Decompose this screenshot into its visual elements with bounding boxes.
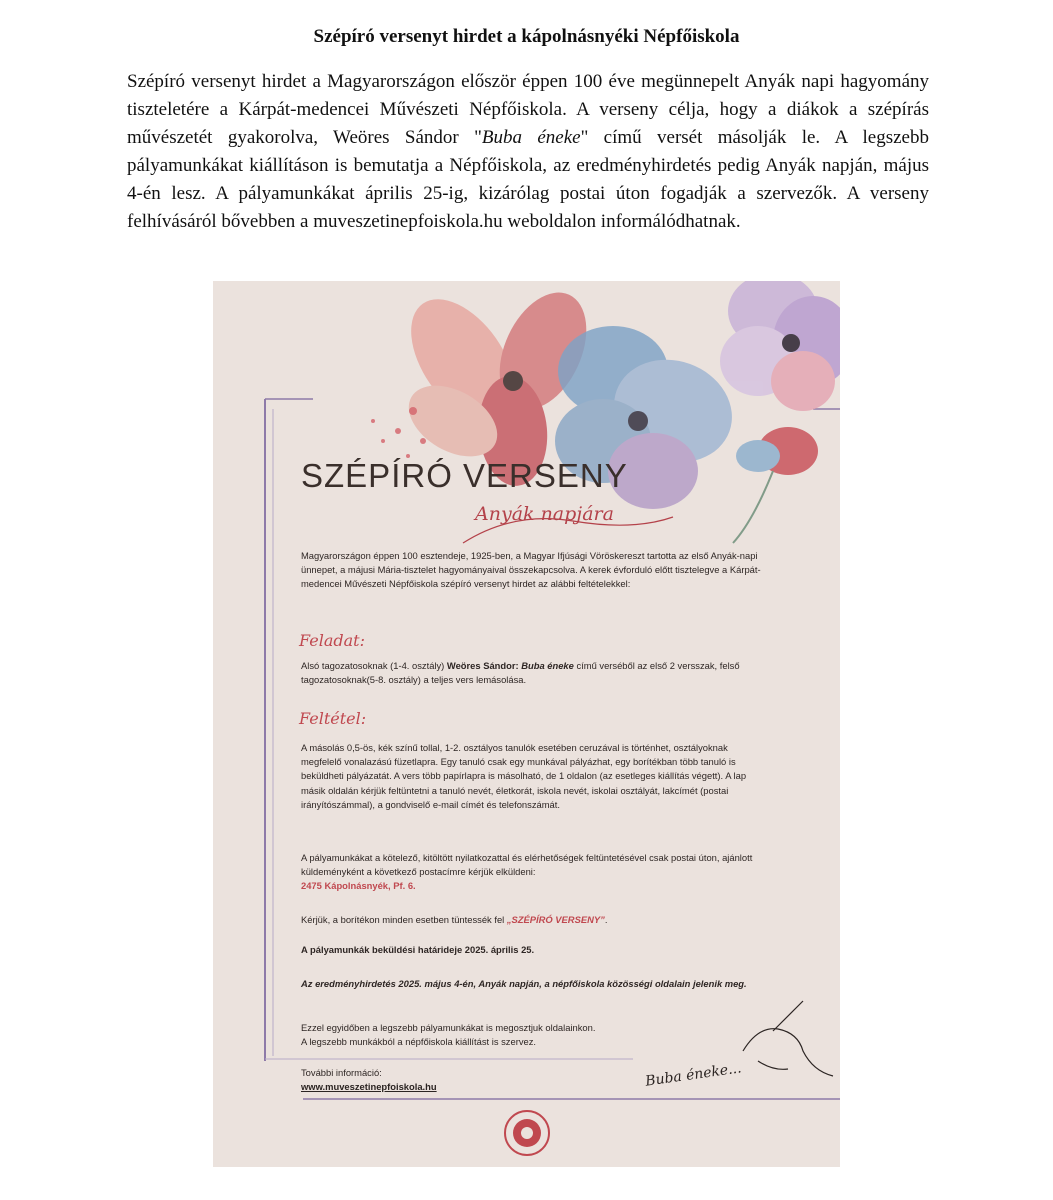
article-text-2: " című versét másolják le. A legszebb pályamunkákat kiállításon is bemutatja a Népfőiskola, az eredményhirdetés pedig Anyák napján, május 4-én lesz. A pályamunkákat április 25-ig, kizárólag postai úton fogadják a szervezők. A verseny felhívásáról bővebben a muveszetinepfoiskola.hu weboldalon informálódhatnak. bbox=[127, 127, 929, 232]
share-text bbox=[301, 1021, 771, 1049]
signature-script: Buba éneke... bbox=[644, 1060, 743, 1090]
task-text bbox=[301, 659, 771, 687]
nepfoiskola-logo-icon bbox=[505, 1111, 549, 1155]
mail-instructions: A pályamunkákat a kötelező, kitöltött nyilatkozattal és elérhetőségek feltüntetésével csak postai úton, ajánlott küldeményként a következő postacímre kérjük elküldeni: bbox=[301, 852, 753, 878]
task-text-d: című verséből az első 2 versszak, felső tagozatosoknak(5-8. osztály) a teljes vers lemásolása. bbox=[301, 660, 740, 686]
article-poem-title: Buba éneke bbox=[481, 127, 581, 148]
task-poem: Buba éneke bbox=[521, 660, 574, 671]
article-title: Szépíró versenyt hirdet a kápolnásnyéki Népfőiskola bbox=[313, 26, 740, 47]
competition-poster bbox=[213, 281, 840, 1167]
deadline-text: A pályamunkák beküldési határideje 2025. április 25. bbox=[301, 944, 535, 955]
poster-subtitle: Anyák napjára bbox=[475, 503, 614, 525]
postal-address: 2475 Kápolnásnyék, Pf. 6. bbox=[301, 880, 416, 892]
poster-intro: Magyarországon éppen 100 esztendeje, 1925-ben, a Magyar Ifjúsági Vöröskereszt tartotta az első Anyák-napi ünnepet, a májusi Mária-tisztelet hagyományaival összekapcsolva. A kerek évforduló előtt tisztelegve a Kárpát-medencei Művészeti Népfőiskola szépíró versenyt hirdet az alábbi feltételekkel: bbox=[301, 550, 761, 590]
more-info-label: További információ: bbox=[301, 1067, 382, 1078]
flower-purple-right-icon bbox=[720, 281, 840, 411]
task-heading: Feladat: bbox=[299, 631, 365, 650]
mail-text bbox=[301, 851, 771, 894]
share-text-1: Ezzel egyidőben a legszebb pályamunkákat is megosztjuk oldalainkon. bbox=[301, 1022, 596, 1033]
task-text-a: Alsó tagozatosoknak (1-4. osztály) bbox=[301, 660, 447, 671]
envelope-text bbox=[301, 913, 771, 927]
envelope-text-a: Kérjük, a borítékon minden esetben tüntessék fel bbox=[301, 914, 507, 925]
article-body bbox=[127, 68, 929, 236]
envelope-label: „SZÉPÍRÓ VERSENY” bbox=[506, 914, 605, 925]
condition-text: A másolás 0,5-ös, kék színű tollal, 1-2. osztályos tanulók esetében ceruzával is történhet, osztályoknak megfelelő vonalazású füzetlapra. Egy tanuló csak egy munkával pályázhat, egy borítékban több tanuló is beküldheti pályázatát. A vers több papírlapra is másolható, de 1 oldalon (az esetleges kiállítás végett). A lap másik oldalán kérjük feltüntetni a tanuló nevét, életkorát, iskola nevét, iskolai osztályát, lakcímét (postai irányítószámmal), a gondviselő e-mail címét és telefonszámát. bbox=[301, 742, 747, 810]
poster-title: SZÉPÍRÓ VERSENY bbox=[301, 457, 628, 494]
results-text: Az eredményhirdetés 2025. május 4-én, Anyák napján, a népfőiskola közösségi oldalain jelenik meg. bbox=[301, 978, 747, 989]
envelope-text-c: . bbox=[604, 914, 608, 925]
website-link[interactable]: www.muveszetinepfoiskola.hu bbox=[301, 1081, 437, 1093]
condition-heading: Feltétel: bbox=[299, 709, 367, 728]
share-text-2: A legszebb munkákból a népfőiskola kiállítást is szervez. bbox=[301, 1036, 537, 1048]
flower-red-bud-icon bbox=[733, 427, 818, 543]
article-text-1: Szépíró versenyt hirdet a Magyarországon először éppen 100 éve megünnepelt Anyák napi hagyomány tiszteletére a Kárpát-medencei Művészeti Népfőiskola. A verseny célja, hogy a diákok a szépírás művészetét gyakorolva, Weöres Sándor " bbox=[127, 71, 929, 148]
task-author: Weöres Sándor: bbox=[446, 660, 522, 671]
